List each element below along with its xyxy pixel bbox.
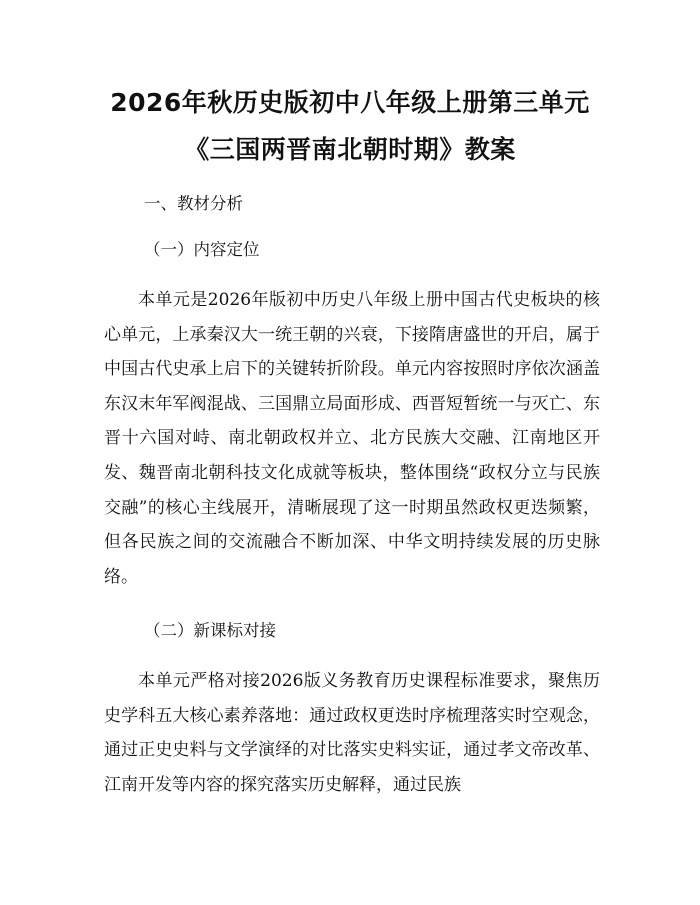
paragraph-curriculum-alignment: 本单元严格对接2026版义务教育历史课程标准要求，聚焦历史学科五大核心素养落地：通过政权更迭时序梳理落实时空观念，通过正史史料与文学演绎的对比落实史料实证，通过孝文帝改革、江南开发等内容的探究落实历史解释，通过民族	[104, 671, 600, 795]
subsection-heading-curriculum-alignment: （二）新课标对接	[144, 621, 276, 640]
document-title-line-2: 《三国两晋南北朝时期》教案	[184, 135, 516, 164]
subsection-heading-content-positioning: （一）内容定位	[144, 240, 260, 259]
document-title-line-1: 2026年秋历史版初中八年级上册第三单元	[110, 88, 590, 117]
paragraph-content-positioning: 本单元是2026年版初中历史八年级上册中国古代史板块的核心单元，上承秦汉大一统王朝的兴衰，下接隋唐盛世的开启，属于中国古代史承上启下的关键转折阶段。单元内容按照时序依次涵盖东汉末年军阀混战、三国鼎立局面形成、西晋短暂统一与灭亡、东晋十六国对峙、南北朝政权并立、北方民族大交融、江南地区开发、魏晋南北朝科技文化成就等板块，整体围绕“政权分立与民族交融”的核心主线展开，清晰展现了这一时期虽然政权更迭频繁，但各民族之间的交流融合不断加深、中华文明持续发展的历史脉络。	[104, 290, 600, 587]
section-heading-textbook-analysis: 一、教材分析	[144, 194, 243, 213]
